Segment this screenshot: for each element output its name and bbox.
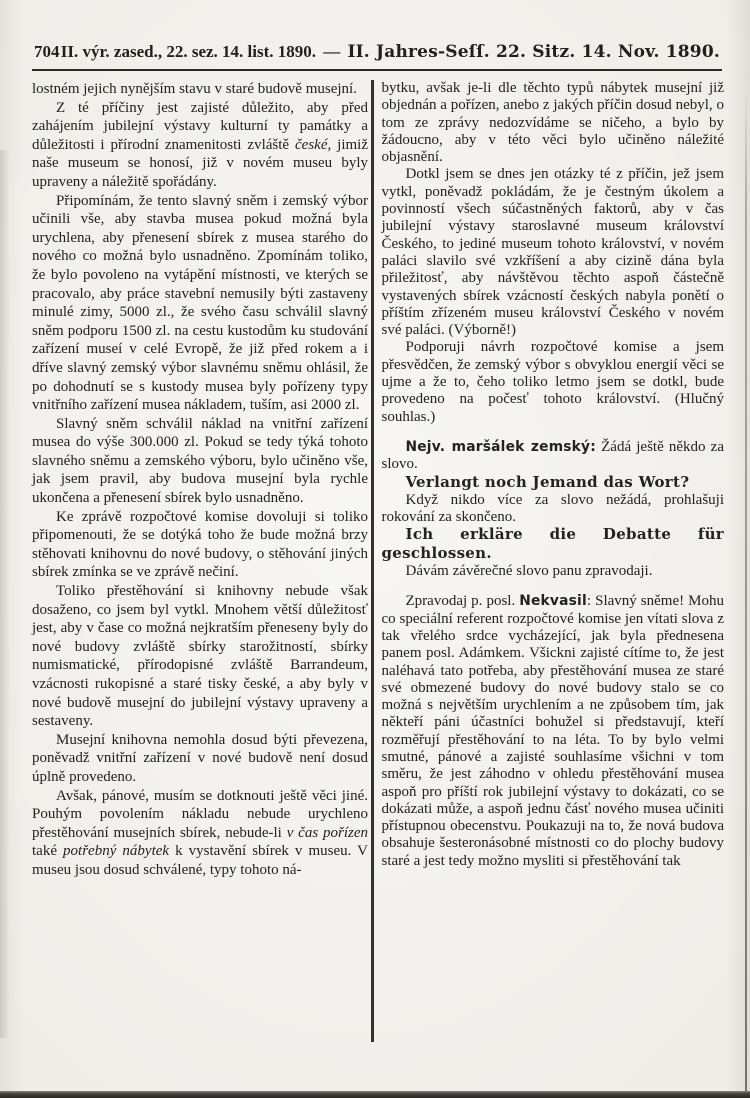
paragraph: Ke zprávě rozpočtové komise dovoluji si toliko připomenouti, že se dotýká toho že bude možná brzy stěhovati knihovnu do nové budovy, o stěhování jiných sbírek zmínka se ve zprávě nečiní. (32, 508, 368, 581)
header-czech-session: II. výr. zased., 22. sez. 14. list. 1890. (60, 42, 317, 61)
paragraph: Dotkl jsem se dnes jen otázky té z příčin, jež jsem vytkl, poněvadž pokládám, že je čestným úkolem a povinností všech súčastněných faktorů, aby v čas jubilejní výstavy staroslavné museum království Českého, to jediné museum tohoto království, v novém paláci slavilo své vzkříšení a aby cizině dána byla přiležitosť, aby návštěvou těchto aspoň částečně vystavených sbírek vzácností českých nabyla ponětí o příštím zřízeném museu království Českého v novém své paláci. (Výborně!) (381, 166, 724, 339)
text-columns (32, 80, 724, 1098)
paragraph: Slavný sněm schválil náklad na vnitřní zařízení musea do výše 300.000 zl. Pokud se tedy týká tohoto slavného sněmu a zemského výboru, bylo učiněno vše, jak jsem pravil, aby budova musejní byla rychle ukončena a přenesení sbírek bylo usnadněno. (32, 415, 368, 507)
left-edge-scan-shadow (0, 150, 10, 1038)
paragraph: Z té příčiny jest zajisté důležito, aby před zahájením jubilejní výstavy kulturní ty památky a důležitosti i přírodní znamenitosti zvláště české, jimiž naše museum se honosí, již v novém museu byly upraveny a náležitě spořádány. (32, 99, 369, 190)
header-rule (32, 69, 722, 71)
paragraph: Avšak, pánové, musím se dotknouti ještě věci jiné. Pouhým povolením nákladu nebude urychleno přestěhování musejních sbírek, nebude-li v čas pořízen také potřebný nábytek k vystavění sbírek v museu. V museu jsou dosud schválené, typy tohoto ná- (32, 787, 369, 878)
header-german-session: II. Jahres-Seſſ. 22. Sitz. 14. Nov. 1890. (347, 42, 720, 62)
page-number: 704 (34, 42, 60, 61)
bottom-scan-edge (0, 1091, 750, 1098)
emphasized-text: české (295, 136, 328, 153)
paragraph: Když nikdo více za slovo nežádá, prohlašuji rokování za skončeno. (381, 491, 724, 526)
paragraph: Nejv. maršálek zemský: Žádá ještě někdo za slovo. (381, 438, 724, 473)
paragraph: Dávám závěrečné slovo panu zpravodaji. (405, 563, 653, 580)
emphasized-text: potřebný nábytek (63, 843, 170, 860)
emphasized-text: v čas pořízen (286, 824, 369, 841)
paragraph: Toliko přestěhování si knihovny nebude však dosaženo, co jsem byl vytkl. Mnohem větší důležitosť jest, aby v čase co možná nejkratším přeneseny byly do nové budovy zvláště sbírky starožitností, sbírky numismatické, přírodopisné zvláště Barrandeum, vzácnosti rukopisné a staré tisky české, a aby byly v nové budově musejní do jubilejní výstavy upraveny a sestaveny. (32, 583, 368, 730)
right-column (374, 80, 725, 1098)
german-phrase: Verlangt noch Jemand das Wort? (405, 472, 690, 491)
paragraph: lostném jejich nynějším stavu v staré budově musejní. (32, 81, 357, 97)
paragraph: Připomínám, že tento slavný sněm i zemský výbor učinili vše, aby stavba musea pokud možná byla urychlena, aby přenesení sbírek z musea starého do nového co možná bylo usnadněno. Zpomínám toliko, že bylo povoleno na vytápění místnosti, ve kterých se pracovalo, aby práce stavební nemusily býti zastaveny minulé zimy, 5000 zl., že svého času schválil slavný sněm podporu 1500 zl. na cestu kustodům ku studování zařízení museí v celé Evropě, že již před rokem a i dříve slavný zemský výbor slavnému sněmu ohlásil, že po dohodnutí se s kustody musea byly pořízeny typy vnitřního zařízení musea nákladem, tuším, asi 2000 zl. (32, 192, 368, 414)
left-column (32, 80, 368, 1098)
paragraph (382, 526, 725, 563)
paragraph: Zpravodaj p. posl. Nekvasil: Slavný sněme! Mohu co speciální referent rozpočtové komise jen vítati slova z tak vřelého srdce vycházející, jak byla přednesena panem posl. Adámkem. Všickni zajisté cítíme to, že jest naléhavá tato potřeba, aby přestěhování musea ze staré své obmezené budovy do nové budovy stalo se co možná s největším urychlením a ne způsobem tím, jak někteří páni účastníci bohužel si představují, kteří rozměřují přestěhování to na léta. To by bylo velmi smutné, pánové a zajisté souhlasíme všichni v tom směru, že jest záhodno v ohledu přestěhování musea aspoň pro příští rok jubilejní výstavy to dokázati, co se dokázati může, a aspoň jednu čásť nového musea učiniti přístupnou obecenstvu. Poukazuji na to, že nová budova obsahuje šesteronásobné místnosti co do plochy budovy staré a jest tedy možno mysliti si přestěhování tak (381, 593, 724, 869)
speaker-name: Nejv. maršálek zemský: (405, 438, 596, 455)
paragraph (382, 474, 725, 492)
paragraph: Podporuji návrh rozpočtové komise a jsem přesvědčen, že zemský výbor s obvyklou energií věci se ujme a že to, čeho toliko letmo jsem se dotkl, bude provedeno na počesť tohoto království. (Hlučný souhlas.) (381, 339, 724, 425)
german-phrase: Ich erkläre die Debatte für geschlossen. (381, 525, 724, 562)
paragraph: Musejní knihovna nemohla dosud býti převezena, poněvadž vnitřní zařízení v nové budově není dosud úplně provedeno. (32, 731, 368, 785)
paragraph: bytku, avšak je-li dle těchto typů nábytek musejní již objednán a pořízen, anebo z jakých příčin dosud nebyl, o tom ze zprávy nedozvídáme se ničeho, a bylo by žádoucno, aby v této věci bylo učiněno náležité objasnění. (381, 80, 724, 166)
page-header (34, 42, 720, 66)
header-separator: — (323, 42, 341, 61)
speaker-name: Nekvasil (519, 593, 587, 610)
right-page-edge-line (745, 92, 747, 1098)
